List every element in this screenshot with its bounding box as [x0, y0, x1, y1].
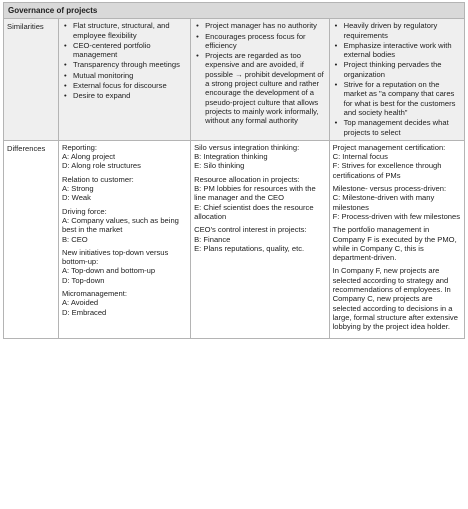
difference-line: B: PM lobbies for resources with the line manager and the CEO: [194, 184, 316, 203]
bullet-item: • Projects are regarded as too expensive and are avoided, if possible → prohibit development of a strong project culture and rather encourage the development of a pseudo-project culture that allows projects to mainly work informally, without any formal authority: [205, 51, 325, 125]
difference-line: B: CEO: [61, 234, 88, 244]
differences-col3: [329, 140, 464, 338]
difference-heading: Milestone- versus process-driven:: [332, 184, 447, 194]
difference-line: A: Company values, such as being best in the market: [61, 215, 179, 235]
difference-group: [62, 289, 187, 317]
difference-group: [194, 225, 325, 253]
difference-group: [62, 207, 187, 244]
difference-heading: Micromanagement:: [61, 289, 127, 299]
bullet-item: • Strive for a reputation on the market as "a company that cares for what is best for the customers and society health": [344, 80, 461, 117]
bullet-item: • Encourages process focus for efficiency: [205, 32, 325, 51]
difference-line: B: Integration thinking: [194, 152, 268, 162]
difference-line: A: Along project: [61, 152, 116, 162]
difference-line: D: Weak: [61, 193, 91, 203]
difference-line: F: Process-driven with few milestones: [332, 211, 461, 221]
bullet-item: • CEO-centered portfolio management: [73, 41, 187, 60]
differences-col1: [58, 140, 190, 338]
differences-label: Differences: [4, 140, 59, 338]
similarities-list-1: [62, 21, 187, 100]
difference-line: F: Strives for excellence through certifications of PMs: [332, 161, 442, 180]
difference-paragraph: In Company F, new projects are selected according to strategy and recommendations of employees. In Company C, new projects are selected according to decisions in a large, formal structure after extensive lobbying by the project idea holder.: [332, 266, 458, 332]
difference-group: [194, 143, 325, 171]
bullet-item: • Emphasize interactive work with external bodies: [344, 41, 461, 60]
similarities-col2: [191, 19, 329, 141]
similarities-row: [4, 19, 465, 141]
governance-table: [3, 2, 465, 339]
differences-row: [4, 140, 465, 338]
bullet-item: • Project thinking pervades the organization: [344, 60, 461, 79]
governance-table-page: [3, 2, 465, 339]
difference-heading: Reporting:: [61, 142, 98, 152]
difference-group: [62, 248, 187, 285]
bullet-item: • Transparency through meetings: [73, 60, 187, 69]
difference-group: [62, 143, 187, 171]
similarities-list-3: [333, 21, 461, 137]
difference-line: C: Milestone-driven with many milestones: [332, 193, 435, 212]
difference-line: D: Along role structures: [61, 161, 141, 171]
difference-heading: Driving force:: [61, 206, 107, 216]
difference-line: E: Plans reputations, quality, etc.: [194, 243, 305, 253]
difference-line: A: Top-down and bottom-up: [61, 266, 156, 276]
difference-heading: Silo versus integration thinking:: [194, 142, 300, 152]
difference-line: A: Avoided: [61, 298, 99, 308]
similarities-list-2: [194, 21, 325, 125]
difference-group: [62, 175, 187, 203]
similarities-col3: [329, 19, 464, 141]
bullet-item: • External focus for discourse: [73, 81, 187, 90]
difference-heading: Resource allocation in projects:: [194, 174, 300, 184]
bullet-item: • Top management decides what projects to select: [344, 118, 461, 137]
similarities-label: Similarities: [4, 19, 59, 141]
difference-line: A: Strong: [61, 184, 94, 194]
title-row: [4, 3, 465, 19]
difference-group: [333, 143, 461, 180]
differences-col2: [191, 140, 329, 338]
difference-line: D: Embraced: [61, 307, 107, 317]
difference-line: C: Internal focus: [332, 152, 388, 162]
bullet-item: • Project manager has no authority: [205, 21, 325, 30]
bullet-item: • Flat structure, structural, and employee flexibility: [73, 21, 187, 40]
bullet-item: • Desire to expand: [73, 91, 187, 100]
difference-heading: New initiatives top-down versus bottom-up:: [61, 247, 169, 267]
bullet-item: • Mutual monitoring: [73, 71, 187, 80]
difference-line: E: Chief scientist does the resource allocation: [194, 202, 314, 221]
difference-paragraph: The portfolio management in Company F is executed by the PMO, while in Company C, this is department-driven.: [332, 225, 457, 263]
table-title: Governance of projects: [4, 3, 465, 19]
similarities-col1: [58, 19, 190, 141]
difference-line: B: Finance: [194, 234, 231, 244]
difference-heading: Relation to customer:: [61, 174, 134, 184]
difference-line: E: Silo thinking: [194, 161, 245, 171]
difference-line: D: Top-down: [61, 275, 105, 285]
difference-group: [194, 175, 325, 221]
difference-heading: CEO's control interest in projects:: [194, 225, 307, 235]
difference-heading: Project management certification:: [332, 142, 446, 152]
difference-group: [333, 184, 461, 221]
bullet-item: • Heavily driven by regulatory requirements: [344, 21, 461, 40]
